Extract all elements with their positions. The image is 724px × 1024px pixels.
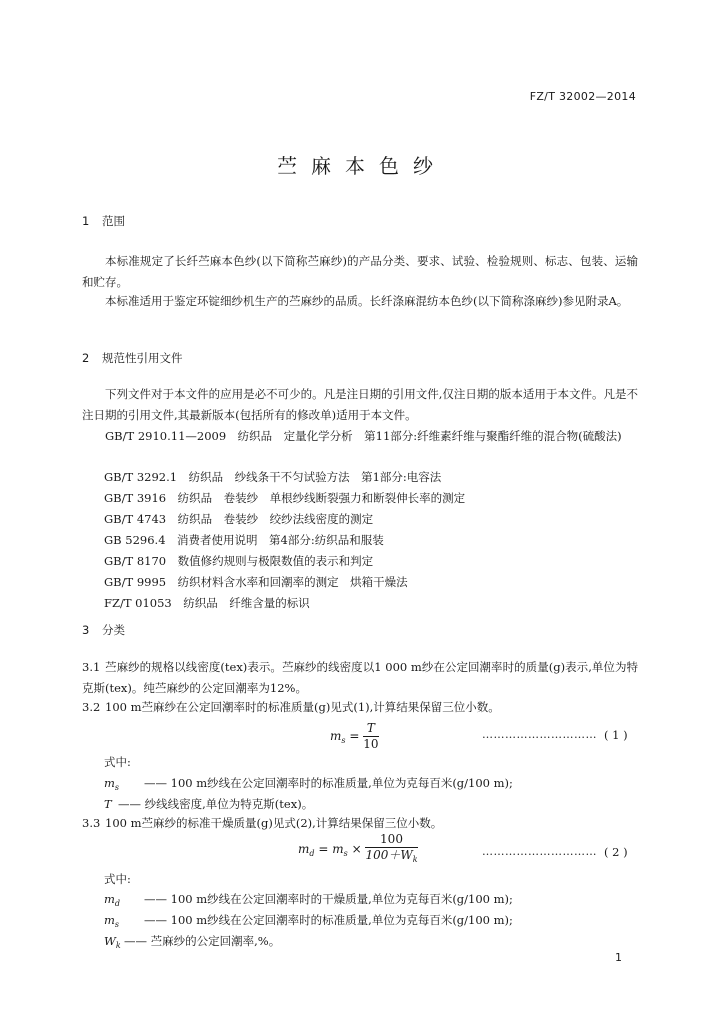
reference-item: GB/T 4743 纺织品 卷装纱 绞纱法线密度的测定 — [104, 512, 374, 526]
reference-item: FZ/T 01053 纺织品 纤维含量的标识 — [104, 596, 310, 610]
reference-item: GB/T 9995 纺织材料含水率和回潮率的测定 烘箱干燥法 — [104, 575, 408, 589]
variable-symbol: W — [104, 934, 116, 948]
formula-leader-dots: ………………………… — [482, 728, 597, 741]
reference-item: GB/T 3916 纺织品 卷装纱 单根纱线断裂强力和断裂伸长率的测定 — [104, 491, 466, 505]
variable-definition — [104, 931, 280, 956]
variable-description: —— 苎麻纱的公定回潮率,%。 — [124, 934, 281, 948]
clause-3-2 — [82, 697, 638, 718]
section-title: 规范性引用文件 — [102, 351, 183, 365]
formula-symbol: m — [332, 842, 344, 856]
clause-text: 苎麻纱的规格以线密度(tex)表示。苎麻纱的线密度以1 000 m纱在公定回潮率时的质量(g)表示,单位为特克斯(tex)。纯苎麻纱的公定回潮率为12%。 — [82, 660, 638, 695]
variable-subscript: s — [114, 783, 120, 792]
section-2-heading — [82, 350, 183, 366]
clause-text: 100 m苎麻纱在公定回潮率时的标准质量(g)见式(1),计算结果保留三位小数。 — [105, 700, 500, 714]
formula-label: ( 1 ) — [604, 728, 628, 742]
formula-symbol: m — [330, 729, 342, 743]
formula-leader-dots: ………………………… — [482, 845, 597, 858]
clause-3-3 — [82, 813, 638, 834]
clause-number: 3.3 — [82, 816, 101, 830]
scope-paragraph-2: 本标准适用于鉴定环锭细纱机生产的苎麻纱的品质。长纤涤麻混纺本色纱(以下简称涤麻纱)参见附录A。 — [105, 294, 629, 308]
variable-description: —— 纱线线密度,单位为特克斯(tex)。 — [118, 797, 314, 811]
reference-item: GB/T 2910.11—2009 纺织品 定量化学分析 第11部分:纤维素纤维与聚酯纤维的混合物(硫酸法) — [105, 429, 622, 443]
variable-subscript: k — [115, 941, 121, 950]
formula-fraction — [365, 832, 417, 867]
formula-operator: = — [349, 729, 360, 743]
section-number: 1 — [82, 214, 90, 228]
variable-symbol: m — [104, 776, 115, 790]
variable-subscript: s — [114, 920, 120, 929]
fraction-numerator: T — [363, 721, 378, 737]
variable-description: —— 100 m纱线在公定回潮率时的标准质量,单位为克每百米(g/100 m); — [144, 776, 513, 790]
variable-description: —— 100 m纱线在公定回潮率时的标准质量,单位为克每百米(g/100 m); — [144, 913, 513, 927]
formula-1 — [330, 721, 379, 752]
formula-subscript: d — [309, 849, 315, 858]
fraction-numerator: 100 — [365, 832, 417, 848]
variable-symbol: m — [104, 913, 115, 927]
where-label: 式中: — [104, 755, 131, 769]
standard-number: FZ/T 32002—2014 — [529, 90, 636, 103]
formula-label: ( 2 ) — [604, 845, 628, 859]
section-1-heading — [82, 213, 125, 229]
section-number: 2 — [82, 351, 90, 365]
formula-symbol: m — [298, 842, 310, 856]
clause-number: 3.2 — [82, 700, 101, 714]
document-title: 苎麻本色纱 — [277, 154, 447, 178]
clause-text: 100 m苎麻纱的标准干燥质量(g)见式(2),计算结果保留三位小数。 — [105, 816, 443, 830]
fraction-denominator — [365, 848, 417, 867]
formula-fraction — [363, 721, 378, 752]
page-number: 1 — [615, 951, 622, 964]
section-3-heading — [82, 622, 125, 638]
scope-paragraph-1: 本标准规定了长纤苎麻本色纱(以下简称苎麻纱)的产品分类、要求、试验、检验规则、标志、包装、运输和贮存。 — [82, 254, 638, 289]
formula-operator: × — [351, 842, 362, 856]
section-title: 范围 — [102, 214, 125, 228]
section-title: 分类 — [102, 623, 125, 637]
references-intro: 下列文件对于本文件的应用是必不可少的。凡是注日期的引用文件,仅注日期的版本适用于本文件。凡是不注日期的引用文件,其最新版本(包括所有的修改单)适用于本文件。 — [82, 387, 638, 422]
variable-symbol: m — [104, 892, 115, 906]
fraction-denominator: 10 — [363, 737, 379, 751]
formula-subscript: s — [341, 736, 346, 745]
variable-subscript: d — [114, 899, 121, 908]
variable-symbol: T — [104, 797, 112, 811]
formula-2 — [298, 832, 418, 867]
section-number: 3 — [82, 623, 90, 637]
clause-number: 3.1 — [82, 660, 101, 674]
reference-item: GB/T 8170 数值修约规则与极限数值的表示和判定 — [104, 554, 374, 568]
reference-item: GB/T 3292.1 纺织品 纱线条干不匀试验方法 第1部分:电容法 — [104, 470, 442, 484]
reference-item: GB 5296.4 消费者使用说明 第4部分:纺织品和服装 — [104, 533, 384, 547]
formula-subscript: s — [343, 849, 348, 858]
clause-3-1 — [82, 657, 638, 699]
where-label: 式中: — [104, 872, 131, 886]
formula-subscript: k — [412, 855, 418, 864]
denominator-text: 100＋W — [365, 848, 413, 862]
variable-description: —— 100 m纱线在公定回潮率时的干燥质量,单位为克每百米(g/100 m); — [144, 892, 513, 906]
formula-operator: = — [318, 842, 329, 856]
